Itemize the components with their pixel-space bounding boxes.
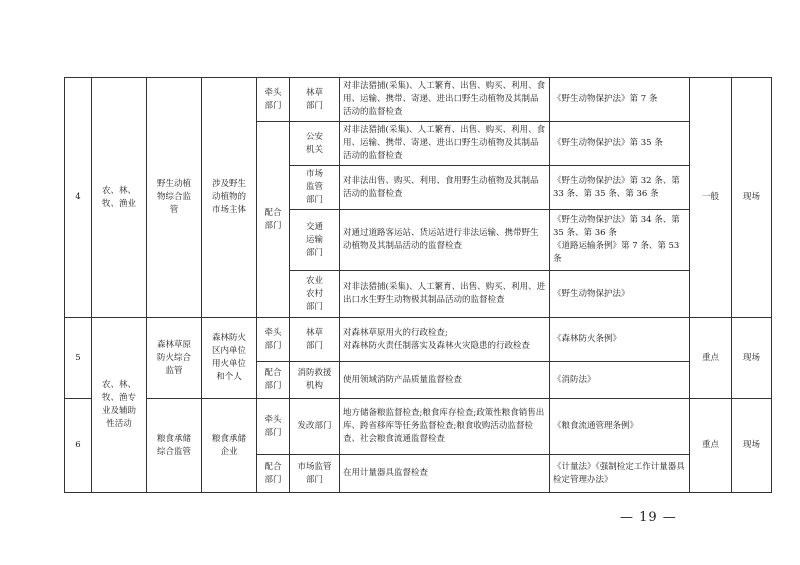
industry-sector: 农、林、 牧、渔业 [92, 78, 147, 318]
legal-basis: 《野生动物保护法》 [550, 271, 690, 318]
risk-level: 重点 [690, 318, 732, 399]
cooperating-department: 农业 农村 部门 [290, 271, 340, 318]
cooperating-role: 配合 部门 [257, 362, 290, 399]
inspection-content: 对非法猎捕(采集)、人工繁育、出售、购买、利用、进出口水生野生动物极其制品活动的监督检查 [340, 271, 550, 318]
cooperating-department: 市场监管 部门 [290, 455, 340, 493]
cooperating-department: 公安 机关 [290, 122, 340, 166]
inspection-target: 涉及野生 动植物的 市场主体 [202, 78, 257, 318]
legal-basis: 《消防法》 [550, 362, 690, 399]
cooperating-role: 配合 部门 [257, 122, 290, 318]
lead-role: 牵头 部门 [257, 318, 290, 362]
legal-basis: 《野生动物保护法》第 32 条、第 33 条、第 35 条、第 36 条 [550, 166, 690, 210]
inspection-mode: 现场 [732, 399, 772, 493]
page-number: — 19 — [620, 510, 677, 525]
supervision-table [64, 77, 772, 493]
supervision-item: 粮食承储 综合监管 [147, 399, 202, 493]
legal-basis: 《野生动物保护法》第 35 条 [550, 122, 690, 166]
row-number: 6 [65, 399, 92, 493]
supervision-item: 野生动植 物综合监 管 [147, 78, 202, 318]
legal-basis: 《粮食流通管理条例》 [550, 399, 690, 455]
row-number: 5 [65, 318, 92, 399]
table-row [65, 318, 772, 362]
inspection-target: 粮食承储 企业 [202, 399, 257, 493]
row-number: 4 [65, 78, 92, 318]
inspection-content: 对非法出售、购买、利用、食用野生动植物及其制品活动的监督检查 [340, 166, 550, 210]
cooperating-department: 消防救援 机构 [290, 362, 340, 399]
lead-role: 牵头 部门 [257, 399, 290, 455]
legal-basis: 《野生动物保护法》第 34 条、第 35 条、第 36 条 《道路运输条例》第 7 条、第 53 条 [550, 210, 690, 271]
legal-basis: 《计量法》《强制检定工作计量器具检定管理办法》 [550, 455, 690, 493]
inspection-content: 对通过道路客运站、货运站进行非法运输、携带野生动植物及其制品活动的监督检查 [340, 210, 550, 271]
cooperating-role: 配合 部门 [257, 455, 290, 493]
lead-department: 发改部门 [290, 399, 340, 455]
cooperating-department: 市场 监管 部门 [290, 166, 340, 210]
table-row [65, 78, 772, 122]
lead-department: 林草 部门 [290, 78, 340, 122]
lead-role: 牵头 部门 [257, 78, 290, 122]
inspection-mode: 现场 [732, 78, 772, 318]
legal-basis: 《野生动物保护法》第 7 条 [550, 78, 690, 122]
inspection-mode: 现场 [732, 318, 772, 399]
industry-sector: 农、林、 牧、渔专 业及辅助 性活动 [92, 318, 147, 493]
inspection-content: 对非法猎捕(采集)、人工繁育、出售、购买、利用、食用、运输、携带、寄递、进出口野生动植物及其制品活动的监督检查 [340, 122, 550, 166]
cooperating-department: 交通 运输 部门 [290, 210, 340, 271]
inspection-target: 森林防火 区内单位 用火单位 和个人 [202, 318, 257, 399]
risk-level: 一般 [690, 78, 732, 318]
risk-level: 重点 [690, 399, 732, 493]
lead-department: 林草 部门 [290, 318, 340, 362]
inspection-content: 在用计量器具监督检查 [340, 455, 550, 493]
legal-basis: 《森林防火条例》 [550, 318, 690, 362]
inspection-content: 使用领域消防产品质量监督检查 [340, 362, 550, 399]
inspection-content: 对森林草原用火的行政检查; 对森林防火责任制落实及森林火灾隐患的行政检查 [340, 318, 550, 362]
inspection-content: 对非法猎捕(采集)、人工繁育、出售、购买、利用、食用、运输、携带、寄递、进出口野生动植物及其制品活动的监督检查 [340, 78, 550, 122]
table-row [65, 399, 772, 455]
supervision-item: 森林草原 防火综合 监管 [147, 318, 202, 399]
inspection-content: 地方储备粮监督检查;粮食库存检查;政策性粮食销售出库、跨省移库等任务监督检查;粮食收购活动监督检查、社会粮食流通监督检查 [340, 399, 550, 455]
